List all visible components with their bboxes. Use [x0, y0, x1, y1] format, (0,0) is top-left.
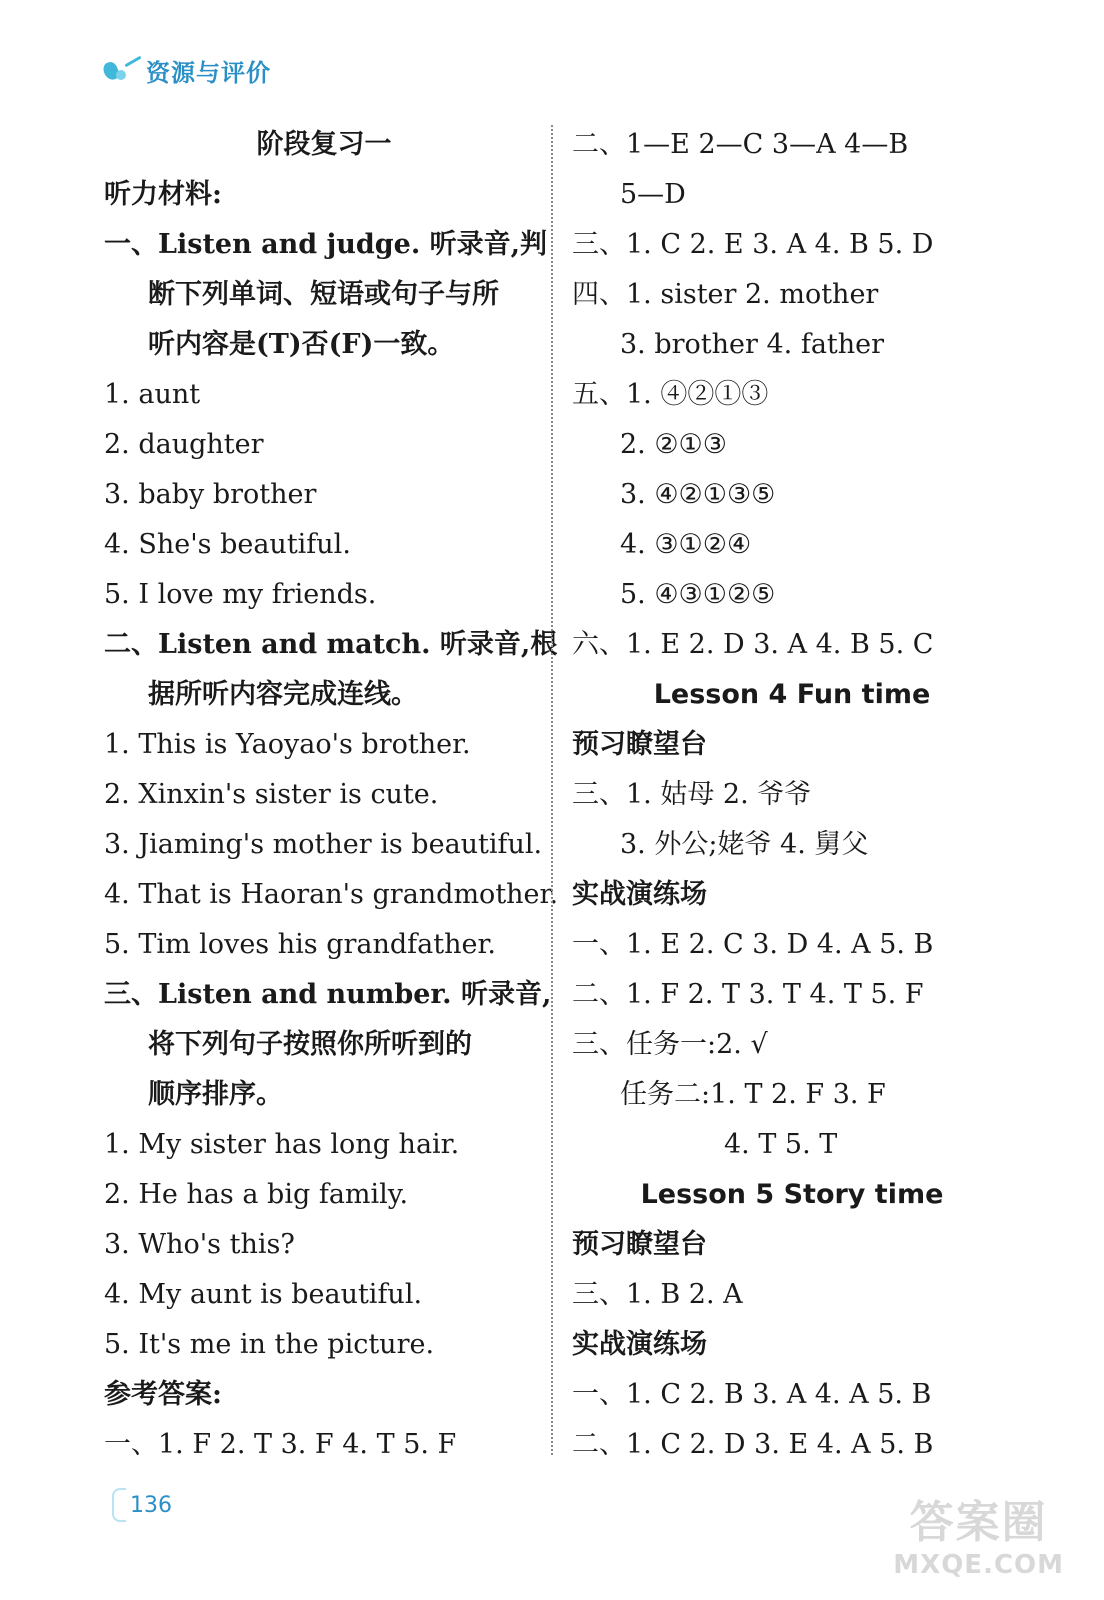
text-line: 4. She's beautiful.	[104, 529, 351, 560]
text-line: 3. baby brother	[104, 479, 317, 510]
section-heading: 阶段复习一	[256, 129, 392, 160]
text-line: 二、1—E 2—C 3—A 4—B	[572, 129, 909, 160]
section-heading: 一、Listen and judge. 听录音,判	[104, 229, 548, 260]
left-column	[104, 120, 559, 1470]
text-line: 5. ④③①②⑤	[620, 579, 776, 610]
right-column	[572, 120, 1012, 1470]
text-line: 3. brother 4. father	[620, 329, 885, 360]
text-line: 三、1. B 2. A	[572, 1279, 743, 1310]
text-line: 2. daughter	[104, 429, 264, 460]
text-line: 3. 外公;姥爷 4. 舅父	[620, 829, 869, 860]
page-footer	[112, 1488, 172, 1522]
page-header	[100, 52, 271, 88]
text-line: 一、1. E 2. C 3. D 4. A 5. B	[572, 929, 934, 960]
text-line: 5. I love my friends.	[104, 579, 377, 610]
text-line: 4. That is Haoran's grandmother.	[104, 879, 559, 910]
section-heading: 将下列句子按照你所听到的	[148, 1029, 472, 1060]
section-heading: 预习瞭望台	[572, 1229, 707, 1260]
section-heading: 听内容是(T)否(F)一致。	[148, 329, 455, 360]
section-heading: 预习瞭望台	[572, 729, 707, 760]
text-line: 1. aunt	[104, 379, 201, 410]
text-line: 5—D	[620, 179, 686, 210]
text-line: 4. T 5. T	[724, 1129, 838, 1160]
text-line: 3. ④②①③⑤	[620, 479, 776, 510]
lesson-heading: Lesson 5 Story time	[640, 1179, 944, 1210]
text-line: 一、1. C 2. B 3. A 4. A 5. B	[572, 1379, 932, 1410]
text-line: 1. This is Yaoyao's brother.	[104, 729, 471, 760]
text-line: 四、1. sister 2. mother	[572, 279, 879, 310]
text-line: 3. Who's this?	[104, 1229, 295, 1260]
page-tab-icon	[112, 1488, 126, 1522]
section-heading: 二、Listen and match. 听录音,根	[104, 629, 558, 660]
text-line: 五、1. ④②①③	[572, 379, 769, 410]
text-line: 5. It's me in the picture.	[104, 1329, 435, 1360]
watermark-line-1: 答案圈	[909, 1497, 1048, 1548]
brand-title: 资源与评价	[146, 58, 271, 87]
page-number: 136	[130, 1492, 172, 1518]
lesson-heading: Lesson 4 Fun time	[653, 679, 931, 710]
text-line: 5. Tim loves his grandfather.	[104, 929, 496, 960]
text-line: 三、任务一:2. √	[572, 1029, 768, 1060]
section-heading: 实战演练场	[572, 879, 707, 910]
text-line: 任务二:1. T 2. F 3. F	[620, 1079, 886, 1110]
text-line: 六、1. E 2. D 3. A 4. B 5. C	[572, 629, 934, 660]
text-line: 4. ③①②④	[620, 529, 752, 560]
brand-logo-icon	[100, 52, 144, 88]
text-line: 1. My sister has long hair.	[104, 1129, 460, 1160]
section-heading: 三、Listen and number. 听录音,	[104, 979, 552, 1010]
section-heading: 顺序排序。	[148, 1079, 283, 1110]
section-heading: 实战演练场	[572, 1329, 707, 1360]
watermark-line-2: MXQE.COM	[893, 1550, 1064, 1580]
text-line: 一、1. F 2. T 3. F 4. T 5. F	[104, 1429, 457, 1460]
section-heading: 据所听内容完成连线。	[148, 679, 418, 710]
text-line: 4. My aunt is beautiful.	[104, 1279, 423, 1310]
text-line: 2. Xinxin's sister is cute.	[104, 779, 439, 810]
text-line: 2. ②①③	[620, 429, 727, 460]
text-line: 三、1. 姑母 2. 爷爷	[572, 779, 812, 810]
section-heading: 断下列单词、短语或句子与所	[148, 279, 499, 310]
text-line: 2. He has a big family.	[104, 1179, 409, 1210]
text-line: 三、1. C 2. E 3. A 4. B 5. D	[572, 229, 934, 260]
section-heading: 参考答案:	[104, 1379, 222, 1410]
watermark	[893, 1486, 1064, 1580]
text-line: 3. Jiaming's mother is beautiful.	[104, 829, 543, 860]
section-heading: 听力材料:	[104, 179, 222, 210]
column-divider	[551, 125, 553, 1455]
text-line: 二、1. C 2. D 3. E 4. A 5. B	[572, 1429, 934, 1460]
text-line: 二、1. F 2. T 3. T 4. T 5. F	[572, 979, 924, 1010]
